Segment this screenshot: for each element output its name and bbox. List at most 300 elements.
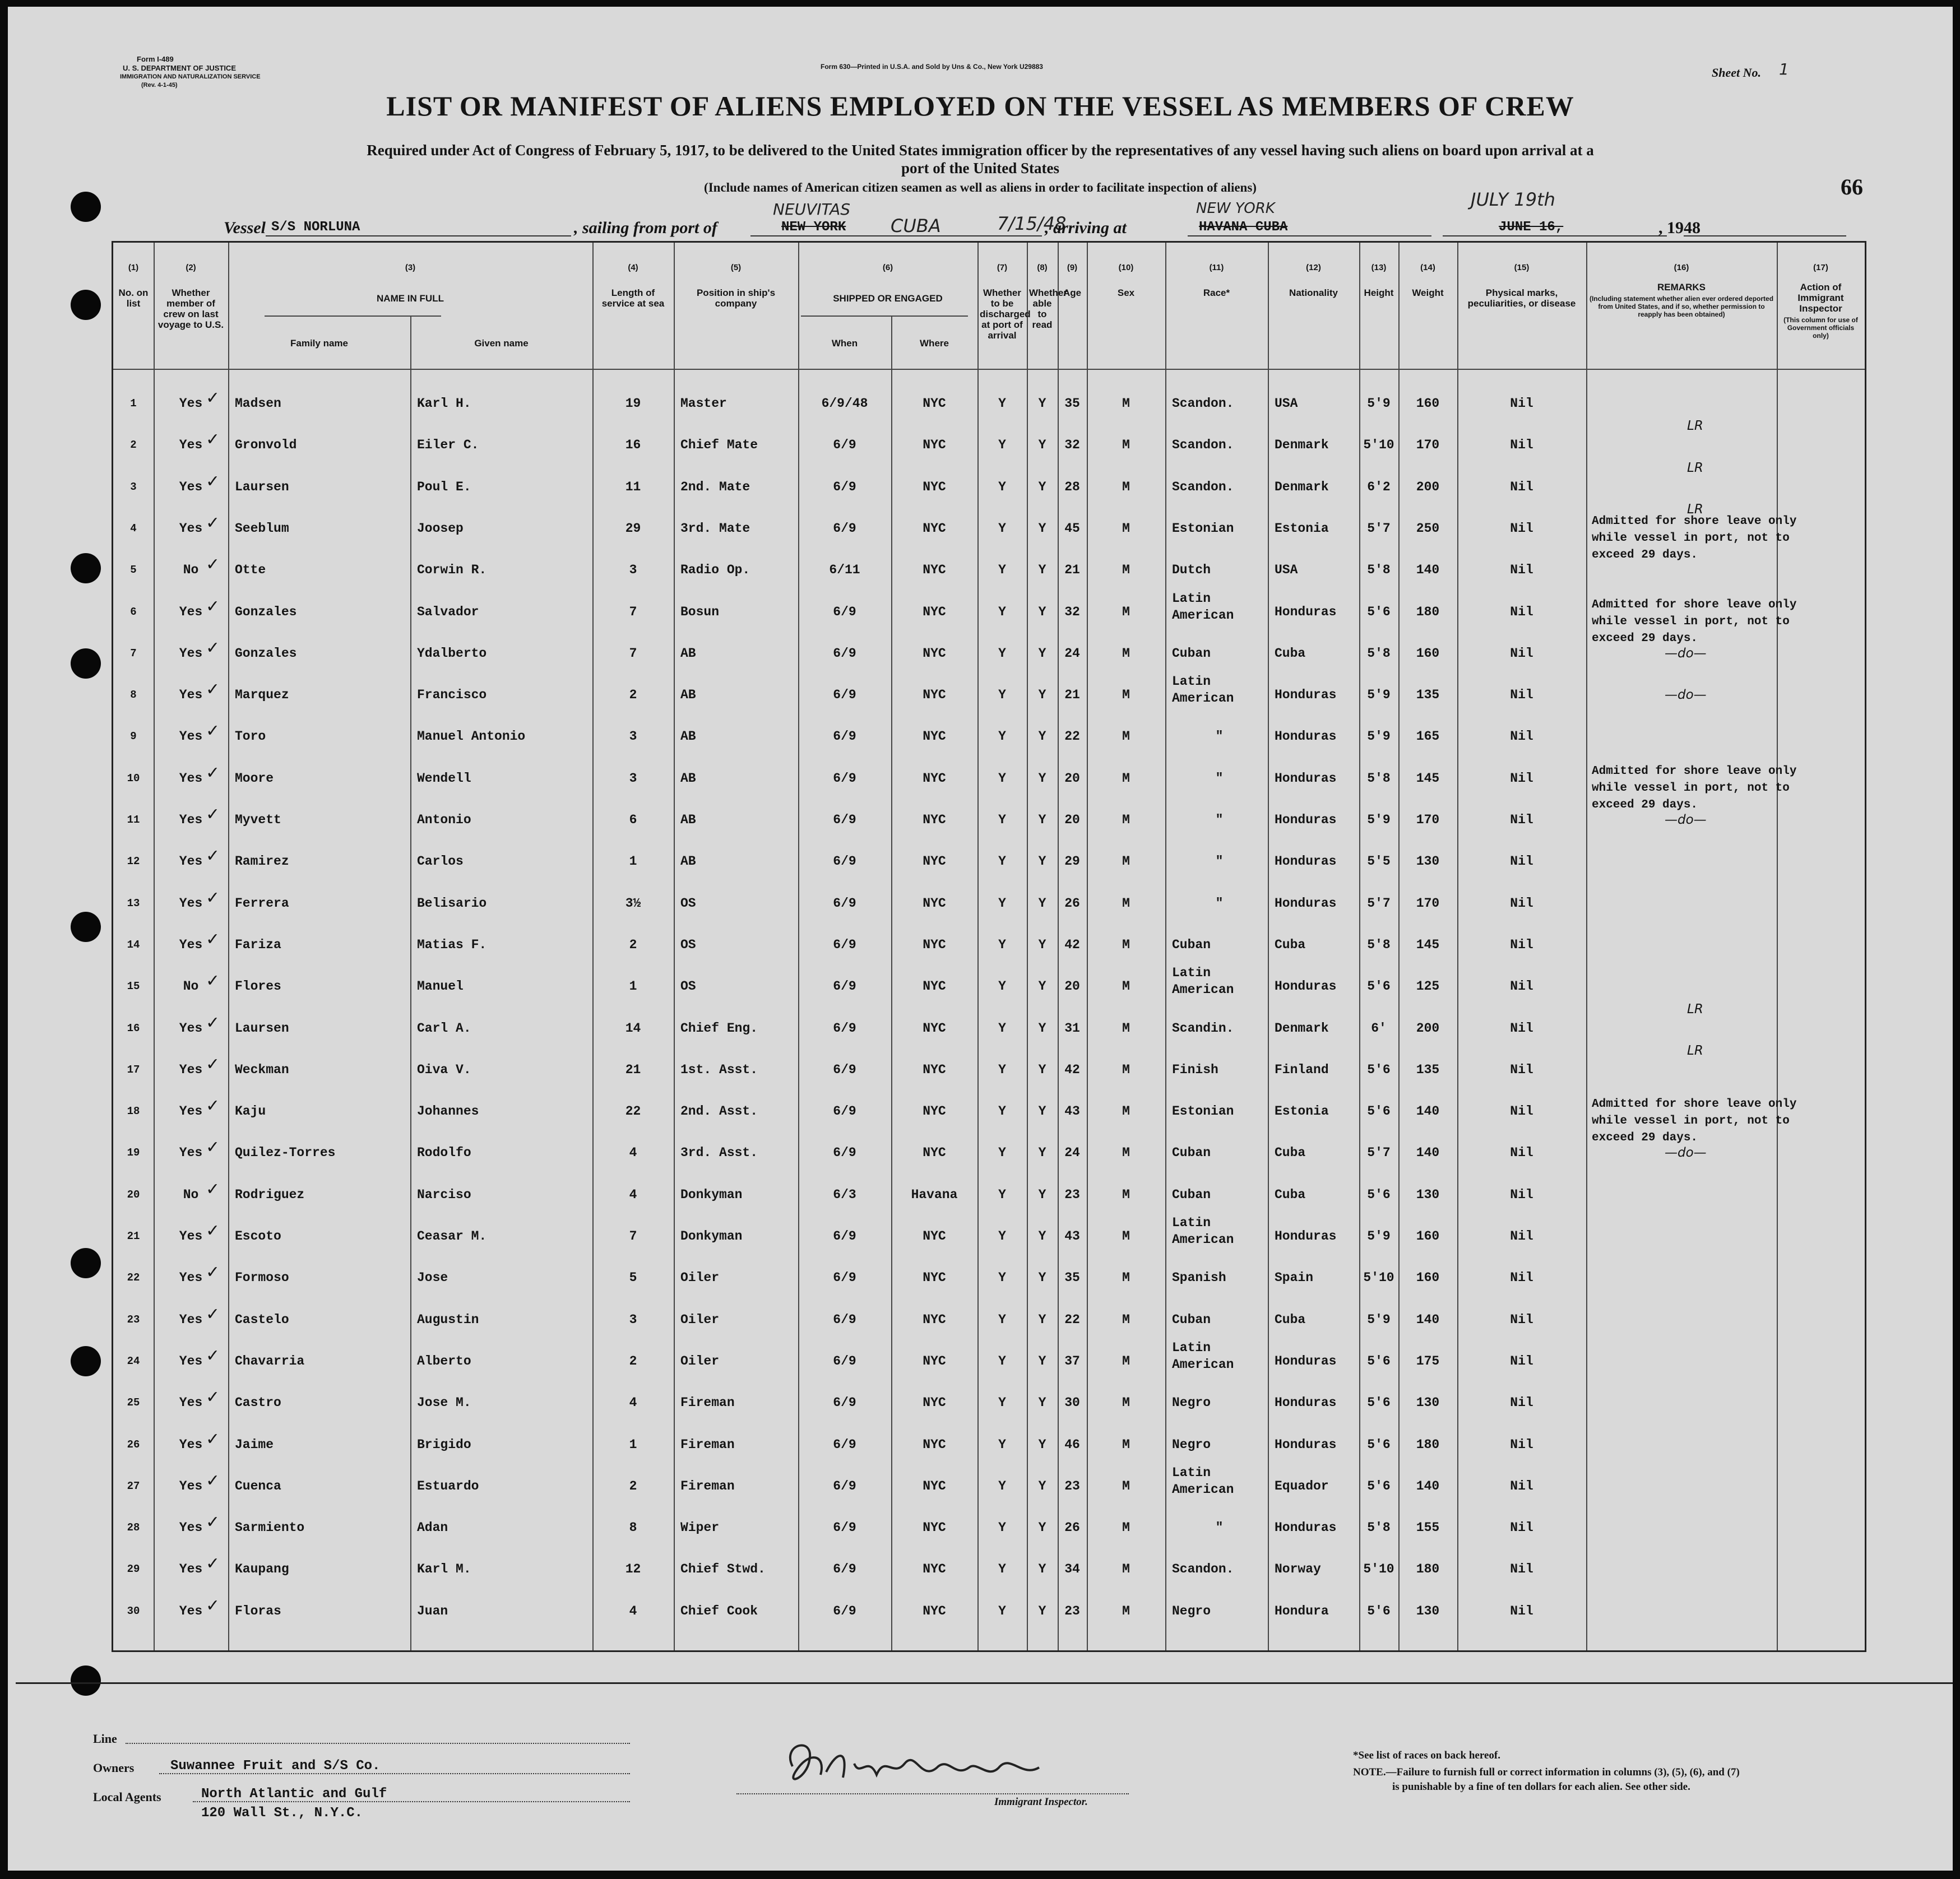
crew-position: 3rd. Mate	[680, 521, 750, 536]
crew-height: 5'6	[1367, 1353, 1391, 1368]
crew-sex: M	[1122, 688, 1130, 703]
crew-last: Yes	[179, 521, 203, 536]
crew-sex: M	[1122, 937, 1130, 952]
crew-read: Y	[1038, 1520, 1046, 1535]
crew-service: 2	[629, 688, 637, 703]
column-number: (12)	[1306, 263, 1321, 272]
crew-position: Fireman	[680, 1478, 735, 1493]
crew-last: Yes	[179, 1062, 203, 1077]
crew-last: Yes	[179, 688, 203, 703]
crew-race: Latin American	[1172, 674, 1234, 706]
crew-position: Radio Op.	[680, 563, 750, 578]
check-mark: ✓	[207, 1096, 219, 1118]
crew-given: Belisario	[417, 896, 487, 911]
arrival-port: NEW YORK	[1196, 200, 1275, 217]
crew-when: 6/9	[833, 1145, 856, 1161]
crew-race: Dutch	[1172, 563, 1211, 578]
crew-last: Yes	[179, 1395, 203, 1411]
crew-given: Antonio	[417, 813, 471, 827]
crew-nat: Estonia	[1275, 521, 1329, 536]
crew-service: 21	[625, 1062, 641, 1077]
crew-race: Scandon.	[1172, 438, 1234, 453]
crew-where: NYC	[923, 771, 946, 786]
crew-position: AB	[680, 688, 696, 703]
crew-disch: Y	[998, 1104, 1006, 1119]
check-mark: ✓	[207, 1179, 219, 1201]
crew-marks: Nil	[1510, 1062, 1533, 1077]
crew-age: 32	[1064, 604, 1080, 619]
crew-family: Myvett	[235, 813, 281, 827]
crew-marks: Nil	[1510, 396, 1533, 411]
crew-marks: Nil	[1510, 771, 1533, 786]
punch-hole	[71, 192, 101, 222]
crew-service: 4	[629, 1395, 637, 1411]
check-mark: ✓	[207, 1263, 219, 1284]
crew-disch: Y	[998, 771, 1006, 786]
crew-weight: 140	[1416, 1104, 1440, 1119]
crew-read: Y	[1038, 521, 1046, 536]
crew-given: Brigido	[417, 1437, 471, 1452]
crew-disch: Y	[998, 646, 1006, 661]
crew-weight: 160	[1416, 396, 1440, 411]
crew-position: 1st. Asst.	[680, 1062, 758, 1077]
crew-no: 21	[127, 1230, 140, 1242]
crew-nat: Honduras	[1275, 813, 1337, 827]
sailing-label: , sailing from port of	[574, 219, 717, 237]
crew-last: Yes	[179, 1312, 203, 1327]
crew-nat: Honduras	[1275, 1229, 1337, 1244]
crew-when: 6/3	[833, 1187, 856, 1202]
crew-given: Karl H.	[417, 396, 471, 411]
crew-service: 3½	[625, 896, 641, 911]
crew-age: 42	[1064, 1062, 1080, 1077]
crew-read: Y	[1038, 1478, 1046, 1493]
crew-service: 7	[629, 646, 637, 661]
crew-family: Seeblum	[235, 521, 289, 536]
crew-race: Cuban	[1172, 1312, 1211, 1327]
crew-last: Yes	[179, 1229, 203, 1244]
crew-age: 35	[1064, 396, 1080, 411]
crew-race: Latin American	[1172, 966, 1234, 998]
crew-disch: Y	[998, 396, 1006, 411]
crew-service: 5	[629, 1270, 637, 1286]
crew-given: Ydalberto	[417, 646, 487, 661]
column-header: Whether member of crew on last voyage to U.S.	[157, 287, 224, 330]
crew-age: 22	[1064, 729, 1080, 744]
crew-no: 11	[127, 814, 140, 826]
crew-weight: 160	[1416, 1229, 1440, 1244]
crew-position: Donkyman	[680, 1187, 743, 1202]
crew-where: NYC	[923, 896, 946, 911]
crew-race: Cuban	[1172, 937, 1211, 952]
agents-label: Local Agents	[93, 1790, 161, 1804]
crew-where: NYC	[923, 604, 946, 619]
crew-last: Yes	[179, 937, 203, 952]
crew-given: Jose	[417, 1270, 448, 1286]
crew-height: 5'9	[1367, 1229, 1391, 1244]
crew-last: Yes	[179, 771, 203, 786]
crew-given: Johannes	[417, 1104, 479, 1119]
crew-where: NYC	[923, 1353, 946, 1368]
crew-height: 5'9	[1367, 688, 1391, 703]
crew-weight: 145	[1416, 771, 1440, 786]
crew-disch: Y	[998, 854, 1006, 869]
crew-weight: 200	[1416, 1020, 1440, 1036]
column-number: (15)	[1514, 263, 1530, 272]
crew-where: NYC	[923, 1104, 946, 1119]
crew-no: 15	[127, 980, 140, 993]
column-number: (9)	[1067, 263, 1078, 272]
crew-read: Y	[1038, 1104, 1046, 1119]
crew-age: 34	[1064, 1562, 1080, 1577]
inspector-mark: LR	[1687, 1001, 1703, 1017]
crew-last: Yes	[179, 396, 203, 411]
crew-disch: Y	[998, 1062, 1006, 1077]
crew-read: Y	[1038, 854, 1046, 869]
crew-race: Latin American	[1172, 1215, 1234, 1247]
check-mark: ✓	[207, 1138, 219, 1159]
form-number: Form I-489	[137, 55, 174, 63]
crew-height: 5'7	[1367, 896, 1391, 911]
crew-nat: Honduras	[1275, 1395, 1337, 1411]
column-subheader: Family name	[290, 338, 348, 349]
crew-sex: M	[1122, 396, 1130, 411]
crew-service: 14	[625, 1020, 641, 1036]
crew-family: Gonzales	[235, 604, 297, 619]
crew-position: Oiler	[680, 1270, 720, 1286]
crew-marks: Nil	[1510, 1437, 1533, 1452]
arriving-label: , arriving at	[1045, 219, 1127, 237]
crew-height: 5'6	[1367, 1603, 1391, 1618]
crew-last: Yes	[179, 1603, 203, 1618]
crew-height: 5'9	[1367, 729, 1391, 744]
column-header: Age	[1063, 287, 1082, 298]
column-header: Sex	[1117, 287, 1135, 298]
crew-where: NYC	[923, 1478, 946, 1493]
crew-where: NYC	[923, 646, 946, 661]
crew-nat: Norway	[1275, 1562, 1321, 1577]
crew-when: 6/11	[829, 563, 860, 578]
punch-hole	[71, 290, 101, 320]
crew-where: NYC	[923, 729, 946, 744]
crew-weight: 140	[1416, 563, 1440, 578]
crew-when: 6/9	[833, 1437, 856, 1452]
crew-family: Ramirez	[235, 854, 289, 869]
crew-weight: 200	[1416, 479, 1440, 494]
crew-service: 19	[625, 396, 641, 411]
crew-where: NYC	[923, 1603, 946, 1618]
crew-sex: M	[1122, 896, 1130, 911]
crew-weight: 155	[1416, 1520, 1440, 1535]
crew-disch: Y	[998, 1562, 1006, 1577]
crew-nat: Honduras	[1275, 1437, 1337, 1452]
punch-hole	[71, 1665, 101, 1696]
crew-nat: Cuba	[1275, 1312, 1306, 1327]
crew-marks: Nil	[1510, 563, 1533, 578]
crew-height: 5'6	[1367, 1395, 1391, 1411]
crew-disch: Y	[998, 1270, 1006, 1286]
crew-last: Yes	[179, 896, 203, 911]
crew-marks: Nil	[1510, 438, 1533, 453]
crew-given: Wendell	[417, 771, 471, 786]
column-header: SHIPPED OR ENGAGED	[833, 293, 943, 304]
crew-when: 6/9	[833, 521, 856, 536]
crew-when: 6/9	[833, 646, 856, 661]
crew-sex: M	[1122, 1478, 1130, 1493]
crew-when: 6/9	[833, 1312, 856, 1327]
crew-family: Weckman	[235, 1062, 289, 1077]
crew-last: No	[183, 1187, 199, 1202]
crew-where: NYC	[923, 1145, 946, 1161]
crew-marks: Nil	[1510, 521, 1533, 536]
crew-read: Y	[1038, 479, 1046, 494]
owners-value: Suwannee Fruit and S/S Co.	[170, 1759, 381, 1774]
check-mark: ✓	[207, 805, 219, 826]
crew-height: 5'10	[1363, 1270, 1394, 1286]
crew-read: Y	[1038, 1395, 1046, 1411]
check-mark: ✓	[207, 471, 219, 493]
crew-position: 3rd. Asst.	[680, 1145, 758, 1161]
vessel-name: S/S NORLUNA	[271, 220, 360, 235]
crew-read: Y	[1038, 1062, 1046, 1077]
crew-position: AB	[680, 646, 696, 661]
column-subheader: Given name	[474, 338, 529, 349]
crew-age: 37	[1064, 1353, 1080, 1368]
crew-position: AB	[680, 771, 696, 786]
sailing-country: CUBA	[891, 215, 941, 236]
check-mark: ✓	[207, 1304, 219, 1326]
column-number: (16)	[1674, 263, 1689, 272]
crew-age: 20	[1064, 813, 1080, 827]
sheet-number: 1	[1779, 60, 1789, 78]
check-mark: ✓	[207, 596, 219, 618]
crew-sex: M	[1122, 438, 1130, 453]
inspector-mark: —do—	[1665, 1145, 1707, 1161]
crew-age: 32	[1064, 438, 1080, 453]
crew-disch: Y	[998, 813, 1006, 827]
crew-age: 26	[1064, 896, 1080, 911]
crew-no: 2	[130, 439, 137, 452]
crew-last: Yes	[179, 1270, 203, 1286]
crew-when: 6/9/48	[821, 396, 868, 411]
struck-arrival: HAVANA CUBA	[1199, 220, 1288, 235]
crew-position: AB	[680, 729, 696, 744]
column-number: (6)	[882, 263, 893, 272]
crew-weight: 160	[1416, 1270, 1440, 1286]
crew-no: 16	[127, 1022, 140, 1034]
crew-sex: M	[1122, 1603, 1130, 1618]
crew-where: NYC	[923, 688, 946, 703]
inspector-signature	[776, 1733, 1090, 1800]
crew-family: Chavarria	[235, 1353, 305, 1368]
crew-race: Negro	[1172, 1395, 1211, 1411]
remark-text: Admitted for shore leave only while vessel in port, not to exceed 29 days.	[1592, 514, 1797, 562]
crew-last: No	[183, 979, 199, 994]
crew-marks: Nil	[1510, 688, 1533, 703]
crew-no: 28	[127, 1521, 140, 1534]
crew-last: Yes	[179, 729, 203, 744]
crew-age: 22	[1064, 1312, 1080, 1327]
crew-when: 6/9	[833, 1062, 856, 1077]
crew-family: Kaupang	[235, 1562, 289, 1577]
crew-height: 5'5	[1367, 854, 1391, 869]
crew-given: Carl A.	[417, 1020, 471, 1036]
crew-height: 6'2	[1367, 479, 1391, 494]
check-mark: ✓	[207, 388, 219, 410]
crew-no: 5	[130, 564, 137, 577]
crew-given: Manuel	[417, 979, 464, 994]
crew-read: Y	[1038, 688, 1046, 703]
crew-given: Ceasar M.	[417, 1229, 487, 1244]
crew-weight: 135	[1416, 1062, 1440, 1077]
crew-height: 5'9	[1367, 813, 1391, 827]
crew-marks: Nil	[1510, 1395, 1533, 1411]
crew-race: Scandin.	[1172, 1020, 1234, 1036]
crew-service: 7	[629, 1229, 637, 1244]
crew-disch: Y	[998, 729, 1006, 744]
crew-family: Flores	[235, 979, 281, 994]
crew-race: Cuban	[1172, 646, 1211, 661]
crew-nat: Honduras	[1275, 854, 1337, 869]
column-number: (7)	[997, 263, 1008, 272]
crew-nat: Hondura	[1275, 1603, 1329, 1618]
crew-last: Yes	[179, 646, 203, 661]
crew-sex: M	[1122, 1229, 1130, 1244]
crew-weight: 160	[1416, 646, 1440, 661]
crew-where: NYC	[923, 563, 946, 578]
crew-family: Floras	[235, 1603, 281, 1618]
crew-given: Salvador	[417, 604, 479, 619]
crew-race: Negro	[1172, 1603, 1211, 1618]
crew-race: "	[1215, 896, 1224, 911]
manifest-sheet	[8, 7, 1953, 1871]
crew-when: 6/9	[833, 1395, 856, 1411]
crew-where: NYC	[923, 396, 946, 411]
crew-when: 6/9	[833, 729, 856, 744]
crew-race: Spanish	[1172, 1270, 1226, 1286]
crew-disch: Y	[998, 1312, 1006, 1327]
column-header: Action of Immigrant Inspector (This column for use of Government officials only)	[1783, 282, 1858, 340]
check-mark: ✓	[207, 1470, 219, 1492]
crew-service: 4	[629, 1187, 637, 1202]
crew-service: 1	[629, 854, 637, 869]
struck-port: NEW YORK	[781, 220, 846, 235]
crew-when: 6/9	[833, 937, 856, 952]
crew-marks: Nil	[1510, 1562, 1533, 1577]
year: , 1948	[1658, 219, 1700, 237]
crew-age: 45	[1064, 521, 1080, 536]
crew-given: Karl M.	[417, 1562, 471, 1577]
crew-race: "	[1215, 854, 1224, 869]
crew-disch: Y	[998, 563, 1006, 578]
crew-nat: Honduras	[1275, 1520, 1337, 1535]
crew-race: Negro	[1172, 1437, 1211, 1452]
crew-given: Rodolfo	[417, 1145, 471, 1161]
inspector-mark: LR	[1687, 502, 1703, 517]
column-header: Length of service at sea	[601, 287, 665, 309]
crew-disch: Y	[998, 1520, 1006, 1535]
fine-note-2: is punishable by a fine of ten dollars for each alien. See other side.	[1392, 1781, 1690, 1793]
column-number: (2)	[186, 263, 196, 272]
crew-when: 6/9	[833, 1562, 856, 1577]
crew-sex: M	[1122, 1270, 1130, 1286]
crew-service: 4	[629, 1603, 637, 1618]
crew-where: Havana	[911, 1187, 958, 1202]
crew-service: 7	[629, 604, 637, 619]
crew-position: Chief Eng.	[680, 1020, 758, 1036]
crew-sex: M	[1122, 979, 1130, 994]
crew-weight: 140	[1416, 1478, 1440, 1493]
crew-no: 24	[127, 1354, 140, 1367]
crew-height: 5'8	[1367, 563, 1391, 578]
crew-service: 3	[629, 1312, 637, 1327]
crew-where: NYC	[923, 521, 946, 536]
crew-service: 22	[625, 1104, 641, 1119]
crew-service: 29	[625, 521, 641, 536]
crew-nat: Honduras	[1275, 604, 1337, 619]
crew-sex: M	[1122, 771, 1130, 786]
crew-last: Yes	[179, 1104, 203, 1119]
crew-height: 5'9	[1367, 1312, 1391, 1327]
crew-position: Donkyman	[680, 1229, 743, 1244]
crew-where: NYC	[923, 1020, 946, 1036]
crew-family: Laursen	[235, 479, 289, 494]
crew-last: No	[183, 563, 199, 578]
crew-weight: 130	[1416, 1603, 1440, 1618]
inspector-mark: LR	[1687, 460, 1703, 475]
crew-where: NYC	[923, 1229, 946, 1244]
crew-sex: M	[1122, 604, 1130, 619]
column-header: Position in ship's company	[696, 287, 776, 309]
crew-family: Jaime	[235, 1437, 274, 1452]
crew-family: Moore	[235, 771, 274, 786]
crew-last: Yes	[179, 1145, 203, 1161]
crew-height: 5'8	[1367, 1520, 1391, 1535]
crew-family: Quilez-Torres	[235, 1145, 336, 1161]
crew-position: OS	[680, 979, 696, 994]
crew-family: Formoso	[235, 1270, 289, 1286]
check-mark: ✓	[207, 846, 219, 868]
crew-height: 5'6	[1367, 1187, 1391, 1202]
crew-read: Y	[1038, 937, 1046, 952]
crew-position: AB	[680, 813, 696, 827]
fine-note: NOTE.—Failure to furnish full or correct information in columns (3), (5), (6), and (7)	[1353, 1766, 1740, 1778]
crew-nat: Honduras	[1275, 771, 1337, 786]
crew-weight: 165	[1416, 729, 1440, 744]
crew-last: Yes	[179, 854, 203, 869]
crew-read: Y	[1038, 396, 1046, 411]
struck-date: JUNE 16,	[1499, 220, 1564, 235]
crew-weight: 145	[1416, 937, 1440, 952]
crew-height: 5'6	[1367, 1062, 1391, 1077]
crew-height: 5'6	[1367, 1104, 1391, 1119]
crew-family: Rodriguez	[235, 1187, 305, 1202]
crew-no: 20	[127, 1188, 140, 1201]
crew-height: 5'8	[1367, 771, 1391, 786]
crew-given: Adan	[417, 1520, 448, 1535]
crew-service: 8	[629, 1520, 637, 1535]
crew-service: 2	[629, 937, 637, 952]
crew-weight: 250	[1416, 521, 1440, 536]
page-title: LIST OR MANIFEST OF ALIENS EMPLOYED ON THE VESSEL AS MEMBERS OF CREW	[386, 90, 1574, 122]
crew-where: NYC	[923, 854, 946, 869]
crew-age: 28	[1064, 479, 1080, 494]
crew-marks: Nil	[1510, 1145, 1533, 1161]
crew-disch: Y	[998, 479, 1006, 494]
crew-position: OS	[680, 937, 696, 952]
crew-given: Oiva V.	[417, 1062, 471, 1077]
column-header: Whether able to read	[1029, 287, 1067, 330]
